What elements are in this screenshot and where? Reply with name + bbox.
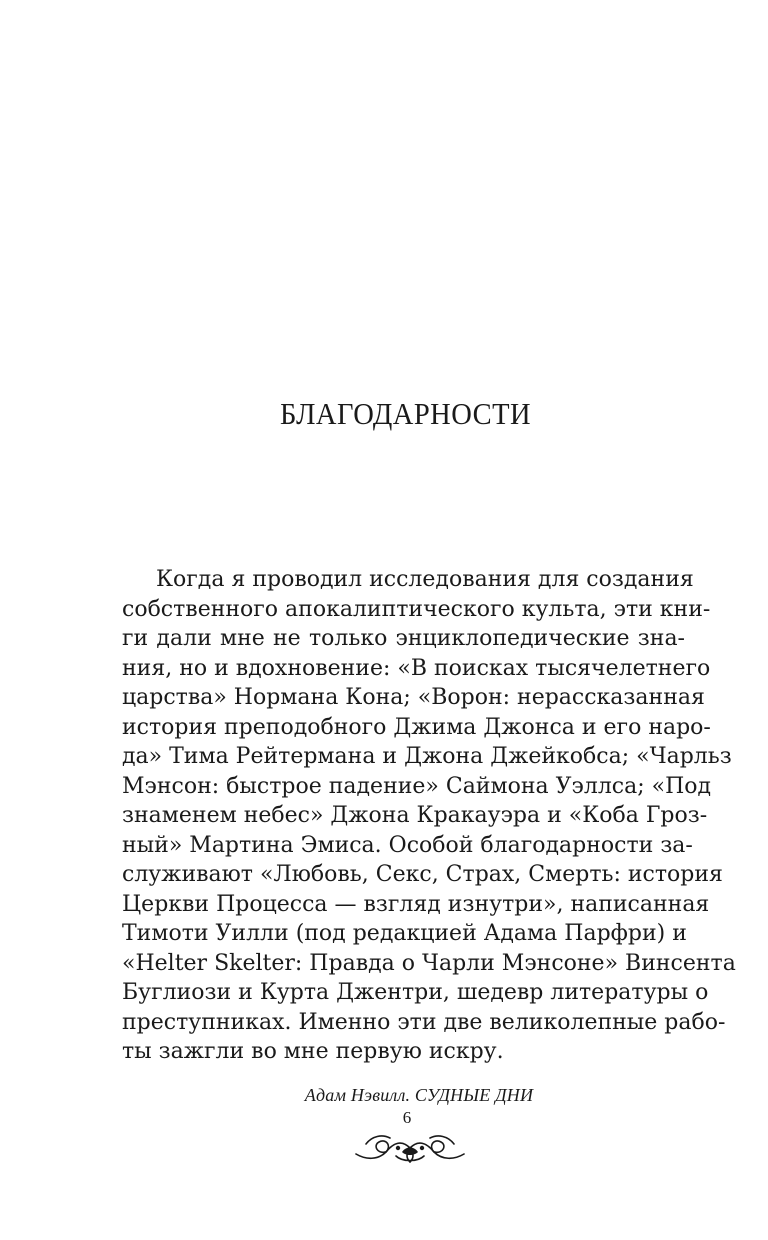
page-footer xyxy=(0,1085,768,1128)
text-line: «Helter Skelter: Правда о Чарли Мэнсоне» Винсента xyxy=(122,950,736,976)
chapter-title: БЛАГОДАРНОСТИ xyxy=(279,396,532,431)
acknowledgements-paragraph xyxy=(122,565,736,1067)
text-line: Буглиози и Курта Джентри, шедевр литературы о xyxy=(122,980,709,1005)
page-number: 6 xyxy=(402,1108,412,1127)
text-line: ный» Мартина Эмиса. Особой благодарности за- xyxy=(122,832,693,858)
text-line: служивают «Любовь, Секс, Страх, Смерть: история xyxy=(122,862,723,887)
text-line: ты зажгли во мне первую искру. xyxy=(122,1039,504,1064)
text-line: царства» Нормана Кона; «Ворон: нерассказанная xyxy=(122,685,705,710)
text-line: Тимоти Уилли (под редакцией Адама Парфри) и xyxy=(122,921,687,946)
text-line: ния, но и вдохновение: «В поисках тысячелетнего xyxy=(122,655,711,681)
flourish-ornament-icon xyxy=(352,1130,468,1166)
text-line: преступниках. Именно эти две великолепные рабо- xyxy=(122,1009,726,1035)
text-line: Когда я проводил исследования для создания xyxy=(156,567,694,592)
text-line: да» Тима Рейтермана и Джона Джейкобса; «Чарльз xyxy=(122,744,732,769)
text-line: история преподобного Джима Джонса и его наро- xyxy=(122,714,711,740)
text-line: ги дали мне не только энциклопедические зна- xyxy=(122,626,685,651)
text-line: знаменем небес» Джона Кракауэра и «Коба Гроз- xyxy=(122,803,708,828)
text-line: Мэнсон: быстрое падение» Саймона Уэллса; «Под xyxy=(122,773,712,799)
text-line: собственного апокалиптического культа, эти кни- xyxy=(122,596,711,622)
text-line: Церкви Процесса — взгляд изнутри», написанная xyxy=(122,891,710,917)
running-title: Адам Нэвилл. СУДНЫЕ ДНИ xyxy=(304,1085,534,1105)
